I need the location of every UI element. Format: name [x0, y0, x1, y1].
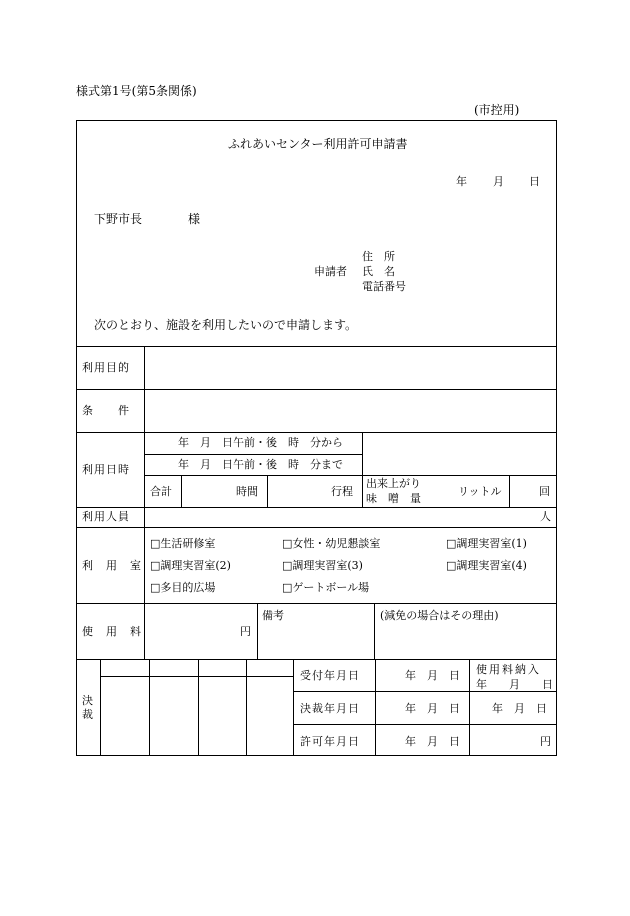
room-option[interactable]: □ゲートボール場: [282, 581, 370, 594]
field-phone: 電話番号: [362, 280, 406, 293]
room-option[interactable]: □女性・幼児懇談室: [282, 537, 381, 550]
label-conditions: 条 件: [82, 404, 130, 417]
statement: 次のとおり、施設を利用したいので申請します。: [94, 318, 358, 332]
datetime-start: 年 月 日午前・後 時 分から: [178, 436, 343, 449]
date-month: 月: [493, 175, 504, 188]
field-address: 住 所: [362, 250, 395, 263]
permit-yen: 円: [540, 735, 551, 748]
received-date-label: 受付年月日: [300, 669, 360, 682]
room-option[interactable]: □多目的広場: [150, 581, 216, 594]
applicant-label: 申請者: [314, 265, 347, 278]
addressee-suffix: 様: [188, 212, 201, 226]
room-option[interactable]: □調理実習室(2): [150, 559, 231, 572]
course-label: 行程: [331, 485, 353, 498]
permit-date-label: 許可年月日: [300, 735, 360, 748]
fee-paid-label: 使用料納入: [476, 663, 541, 676]
addressee: 下野市長: [94, 212, 143, 226]
yield-label-1: 出来上がり: [366, 477, 421, 490]
decision-date-label: 決裁年月日: [300, 702, 360, 715]
room-option[interactable]: □生活研修室: [150, 537, 216, 550]
approval-label-1: 決: [82, 694, 93, 707]
yield-label-2: 味 噌 量: [366, 492, 421, 505]
room-option[interactable]: □調理実習室(1): [446, 537, 527, 550]
field-name: 氏 名: [362, 265, 395, 278]
fee-paid-date: 年 月 日: [476, 678, 553, 691]
room-option[interactable]: □調理実習室(3): [282, 559, 363, 572]
label-purpose: 利用目的: [82, 361, 130, 374]
persons-unit: 人: [540, 510, 551, 523]
label-fee: 使 用 料: [82, 625, 142, 638]
remarks-label: 備考: [262, 609, 284, 622]
room-option[interactable]: □調理実習室(4): [446, 559, 527, 572]
times-label: 回: [539, 485, 550, 498]
received-date-ymd: 年 月 日: [405, 669, 460, 682]
form-title: ふれあいセンター利用許可申請書: [228, 137, 408, 151]
approval-label-2: 裁: [82, 708, 93, 721]
hours-label: 時間: [236, 485, 258, 498]
date-year: 年: [456, 175, 467, 188]
total-label: 合計: [150, 485, 172, 498]
fee-paid-ymd: 年 月 日: [492, 702, 547, 715]
label-datetime: 利用日時: [82, 463, 130, 476]
label-room: 利 用 室: [82, 559, 142, 572]
reduction-reason-label: (減免の場合はその理由): [380, 609, 499, 622]
decision-date-ymd: 年 月 日: [405, 702, 460, 715]
form-number: 様式第1号(第5条関係): [76, 84, 197, 98]
datetime-end: 年 月 日午前・後 時 分まで: [178, 458, 343, 471]
liters-label: リットル: [458, 485, 502, 498]
date-day: 日: [529, 175, 540, 188]
label-persons: 利用人員: [82, 510, 130, 523]
fee-unit: 円: [240, 625, 251, 638]
copy-type: (市控用): [474, 103, 520, 117]
permit-date-ymd: 年 月 日: [405, 735, 460, 748]
